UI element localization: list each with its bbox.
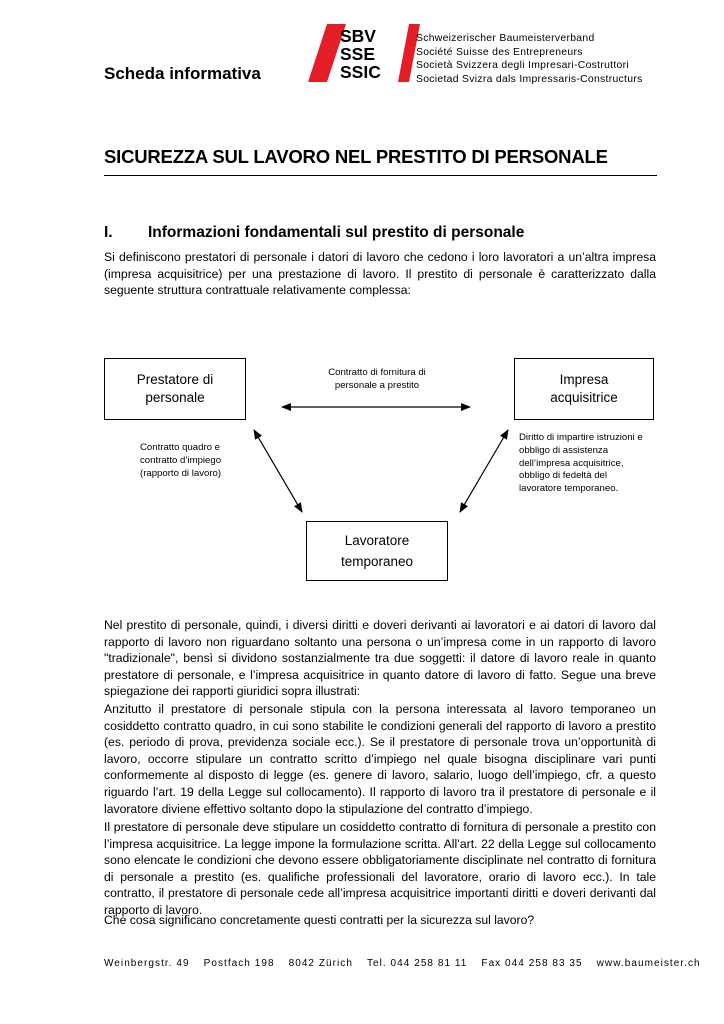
box-hirer-label: Impresa acquisitrice bbox=[550, 372, 618, 405]
body-paragraph-3: Il prestatore di personale deve stipulare un cosiddetto contratto di fornitura di personale a prestito con l’impresa acquisitrice. La legge impone la formulazione scritta. All’art. 22 della Legge sul collocamento sono elencate le condizioni che devono essere obbligatoriamente disciplinate nel contratto di fornitura di personale a prestito (es. qualifiche professionali del lavoratore, orario di lavoro ecc.). In tale contratto, il prestatore di personale cede all’impresa acquisitrice importanti diritti e doveri derivanti dal rapporto di lavoro. bbox=[104, 820, 656, 917]
section-number: I. bbox=[104, 224, 113, 241]
logo-abbr-sse: SSE bbox=[340, 44, 376, 64]
arrow-lender-worker bbox=[254, 430, 302, 512]
box-lender-label: Prestatore di personale bbox=[136, 372, 214, 405]
logo-abbr-sbv: SBV bbox=[340, 26, 376, 46]
label-instruction-rights: Diritto di impartire istruzioni e obbligo di assistenza dell’impresa acquisitrice, obbligo di fedeltà del lavoratore temporaneo. bbox=[519, 432, 643, 495]
arrow-hirer-worker bbox=[460, 430, 508, 512]
intro-paragraph: Si definiscono prestatori di personale i datori di lavoro che cedono i loro lavoratori a un’altra impresa (impresa acquisitrice) per una prestazione di lavoro. Il prestito di personale è caratterizzato dalla seguente struttura contrattuale relativamente complessa: bbox=[104, 250, 656, 298]
page-title: SICUREZZA SUL LAVORO NEL PRESTITO DI PERSONALE bbox=[104, 146, 608, 167]
logo-name-rm: Societad Svizra dals Impressaris-Constructurs bbox=[416, 73, 643, 85]
footer-fax: Fax 044 258 83 35 bbox=[481, 958, 583, 969]
body-paragraph-2: Anzitutto il prestatore di personale stipula con la persona interessata al lavoro temporaneo un cosiddetto contratto quadro, in cui sono stabilite le condizioni generali del rapporto di lavoro a prestito (es. periodo di prova, previdenza sociale ecc.). Se il prestatore di personale trova un’opportunità di lavoro, occorre stipulare un contratto scritto d’impiego nel quale bisogna disciplinare vari punti conformemente al disposto di legge (es. genere di lavoro, salario, luogo dell’impiego, cfr. a questo riguardo l’art. 19 della Legge sul collocamento). Il rapporto di lavoro tra il prestatore di personale e il lavoratore diviene effettivo soltanto dopo la stipulazione del contratto d’impiego. bbox=[104, 702, 656, 816]
footer-city: 8042 Zürich bbox=[288, 958, 353, 969]
footer-street: Weinbergstr. 49 bbox=[104, 958, 190, 969]
logo-name-it: Società Svizzera degli Impresari-Costruttori bbox=[416, 60, 630, 71]
body-paragraph-1: Nel prestito di personale, quindi, i diversi diritti e doveri derivanti ai lavoratori e ai datori di lavoro dal rapporto di lavoro non riguardano soltanto una persona o un’impresa come in un rapporto di lavoro "tradizionale", bensì si dividono sostanzialmente tra due soggetti: il datore di lavoro reale in quanto prestatore di personale, e l’impresa acquisitrice in quanto datore di lavoro di fatto. Segue una breve spiegazione dei rapporti giuridici sopra illustrati: bbox=[104, 618, 656, 699]
doc-type-label: Scheda informativa bbox=[104, 64, 261, 83]
footer-website-link[interactable]: www.baumeister.ch bbox=[596, 958, 701, 969]
section-heading: Informazioni fondamentali sul prestito di personale bbox=[148, 224, 525, 241]
logo-name-de: Schweizerischer Baumeisterverband bbox=[416, 33, 595, 44]
footer-pobox: Postfach 198 bbox=[203, 958, 275, 969]
footer-contact bbox=[104, 958, 701, 969]
footer-tel: Tel. 044 258 81 11 bbox=[366, 958, 468, 969]
logo-abbr-ssic: SSIC bbox=[340, 62, 381, 82]
logo-name-fr: Société Suisse des Entrepreneurs bbox=[416, 46, 583, 58]
body-paragraph-question: Che cosa significano concretamente questi contratti per la sicurezza sul lavoro? bbox=[104, 913, 535, 927]
label-framework-contract: Contratto quadro e contratto d’impiego (rapporto di lavoro) bbox=[140, 442, 222, 479]
box-worker-label: Lavoratore temporaneo bbox=[340, 533, 414, 569]
label-supply-contract: Contratto di fornitura di personale a prestito bbox=[328, 367, 426, 391]
